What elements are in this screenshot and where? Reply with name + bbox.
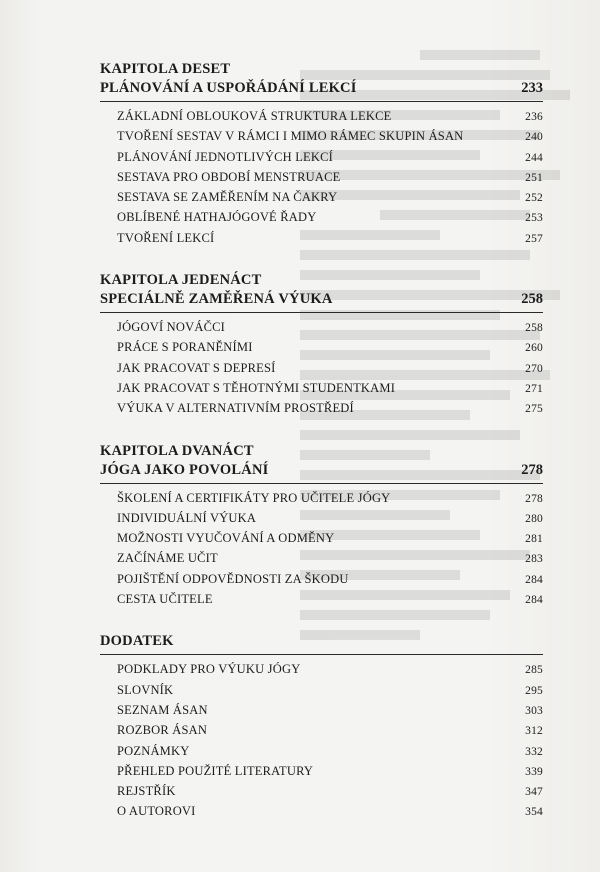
toc-entry: ŠKOLENÍ A CERTIFIKÁTY PRO UČITELE JÓGY 278 [117, 490, 543, 505]
toc-entry: O AUTOROVI 354 [117, 804, 543, 819]
appendix-entries [100, 660, 543, 822]
chapter-label: KAPITOLA DVANÁCT [100, 442, 254, 459]
toc-entry: POZNÁMKY 332 [117, 743, 543, 758]
chapter-rule [100, 483, 543, 484]
chapter-entries [100, 489, 543, 611]
toc-entry: ROZBOR ÁSAN 312 [117, 723, 543, 738]
chapter-page: 233 [521, 80, 543, 96]
toc-entry: ZÁKLADNÍ OBLOUKOVÁ STRUKTURA LEKCE 236 [117, 109, 543, 123]
toc-entry: TVOŘENÍ SESTAV V RÁMCI I MIMO RÁMEC SKUPIN ÁSAN 240 [117, 129, 543, 144]
toc-entry: TVOŘENÍ LEKCÍ 257 [117, 230, 543, 245]
chapter-title: PLÁNOVÁNÍ A USPOŘÁDÁNÍ LEKCÍ [100, 80, 357, 96]
toc-entry: PŘEHLED POUŽITÉ LITERATURY 339 [117, 763, 543, 778]
toc-entry: SEZNAM ÁSAN 303 [117, 702, 543, 717]
toc-entry: JÓGOVÍ NOVÁČCI 258 [117, 320, 543, 335]
appendix-rule [100, 654, 543, 655]
toc-entry: SLOVNÍK 295 [117, 682, 543, 697]
toc-entry: JAK PRACOVAT S DEPRESÍ 270 [117, 360, 543, 375]
toc-entry: SESTAVA PRO OBDOBÍ MENSTRUACE 251 [117, 169, 543, 184]
chapter-rule [100, 101, 543, 102]
chapter-entries [100, 318, 543, 419]
toc-entry: JAK PRACOVAT S TĚHOTNÝMI STUDENTKAMI 271 [117, 380, 543, 395]
appendix [100, 632, 543, 822]
chapter-entries [100, 107, 543, 249]
chapter-heading [100, 60, 543, 102]
toc-entry: REJSTŘÍK 347 [117, 784, 543, 799]
toc-entry: INDIVIDUÁLNÍ VÝUKA 280 [117, 510, 543, 525]
toc-entry: POJIŠTĚNÍ ODPOVĚDNOSTI ZA ŠKODU 284 [117, 571, 543, 586]
chapter-title: JÓGA JAKO POVOLÁNÍ [100, 461, 269, 478]
table-of-contents [100, 60, 543, 845]
chapter-label: KAPITOLA DESET [100, 61, 231, 77]
toc-entry: ZAČÍNÁME UČIT 283 [117, 551, 543, 566]
toc-entry: PLÁNOVÁNÍ JEDNOTLIVÝCH LEKCÍ 244 [117, 149, 543, 164]
chapter-page: 278 [521, 461, 543, 478]
chapter-title: SPECIÁLNĚ ZAMĚŘENÁ VÝUKA [100, 291, 333, 308]
toc-entry: OBLÍBENÉ HATHAJÓGOVÉ ŘADY 253 [117, 210, 543, 225]
toc-entry: CESTA UČITELE 284 [117, 592, 543, 607]
chapter-twelve [100, 442, 543, 611]
appendix-label: DODATEK [100, 633, 174, 650]
chapter-heading [100, 442, 543, 484]
toc-entry: SESTAVA SE ZAMĚŘENÍM NA ČAKRY 252 [117, 190, 543, 205]
chapter-ten [100, 60, 543, 249]
toc-entry: PODKLADY PRO VÝUKU JÓGY 285 [117, 662, 543, 677]
toc-entry: MOŽNOSTI VYUČOVÁNÍ A ODMĚNY 281 [117, 531, 543, 546]
chapter-rule [100, 312, 543, 313]
chapter-heading [100, 271, 543, 313]
appendix-heading [100, 632, 543, 655]
chapter-label: KAPITOLA JEDENÁCT [100, 272, 262, 289]
chapter-page: 258 [521, 291, 543, 308]
toc-entry: PRÁCE S PORANĚNÍMI 260 [117, 340, 543, 355]
toc-entry: VÝUKA V ALTERNATIVNÍM PROSTŘEDÍ 275 [117, 401, 543, 416]
chapter-eleven [100, 271, 543, 419]
